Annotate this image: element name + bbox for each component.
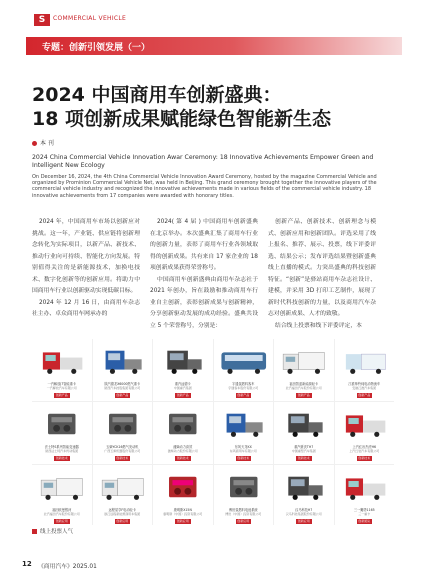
- award-image: [97, 343, 149, 379]
- award-image: [218, 406, 270, 442]
- award-name: 玉柴YCK16燃气发动机: [106, 445, 139, 449]
- award-tag: 创新产品: [176, 393, 189, 397]
- paragraph: 创新产品、创新技术、创新理念与模式、创新应用和创新团队。评选采用了线上报名、推荐、展示、投票，线下评委评选、结果公示；发布评选结果暨创新盛典线上直播的模式。力突出盛典的科技创新特征。“创新”是驿站商用车杂志社设计、建模，并采用 3D 打印工艺制作，展现了新时代科技创新的力量，以及商用汽车杂志对创新成果、人才的致敬。: [268, 219, 376, 317]
- award-image: [339, 469, 391, 505]
- award-company: 博世（中国）投资有限公司: [225, 512, 262, 516]
- award-name: 福田智蓝新能源轻卡: [289, 382, 319, 386]
- paragraph: 2024 年，中国商用车市场以创新应对挑战。这一年，产业链、供应链将创新理念转化为实际项目，以新产品、新技术、推动行业向可持续、智能化方向发展。特别值得关注的是新能源技术，加换电技术、数字化创新等的创新应用。将助力中国商用车行业以创新驱动实现低碳目标。: [32, 219, 140, 294]
- paragraph: 2024( 第 4 届 ) 中国商用车创新盛典在北京举办。本次盛典汇集了商用车行业的创新力量，表彰了商用车行业各领域取得的创新成果。共有来自 17 家企业的 18 项创新成果获得荣誉称号。: [150, 219, 258, 271]
- award-tag: 创新团队: [358, 519, 371, 523]
- article-title-line2: 18 项创新成果赋能绿色智能新生态: [32, 108, 332, 130]
- body-column-3: [268, 217, 376, 332]
- award-image: [97, 406, 149, 442]
- award-image: [157, 343, 209, 379]
- article-title-line1: 2024 中国商用车创新盛典：: [32, 84, 282, 106]
- paragraph: 结合线上投票和线下评委评定，本: [274, 322, 362, 329]
- award-tag: 创新产品: [358, 393, 371, 397]
- award-company: 康明斯（中国）投资有限公司: [163, 512, 203, 516]
- award-image: [339, 343, 391, 379]
- award-card: [153, 402, 213, 464]
- magazine-logo: S: [34, 14, 50, 26]
- award-company: 中国重汽集团: [173, 386, 192, 390]
- award-company: 一汽解放汽车有限公司: [46, 386, 77, 390]
- award-card: [153, 339, 213, 401]
- award-name: 重汽豪沃TH7: [294, 445, 314, 449]
- page-number: 12: [22, 560, 32, 568]
- award-company: 安徽江淮汽车集团: [352, 386, 377, 390]
- award-company: 广西玉柴机器股份有限公司: [104, 449, 141, 453]
- body-column-2: [150, 217, 258, 332]
- author: 本 刊: [40, 140, 54, 147]
- paragraph: 中国商用车创新盛典由商用车杂志社于 2021 年创办，旨在鼓励和推动商用车行业自主创新，表彰创新成果与创新精神，分享创新驱动发展的成功经验。盛典共设立 5 个荣誉称号，分别是：: [150, 276, 258, 329]
- award-tag: 创新应用: [297, 519, 310, 523]
- award-tag: 创新应用: [237, 519, 250, 523]
- award-name: 东风天龙KX: [234, 445, 252, 449]
- award-name: 陕汽德龙X6000燃气重卡: [104, 382, 141, 386]
- award-card: [32, 465, 92, 527]
- award-tag: 创新技术: [237, 456, 250, 460]
- caption-marker-icon: [32, 529, 37, 534]
- award-card: [274, 339, 334, 401]
- footer-magazine: 《商用汽车》2025.01: [38, 564, 97, 570]
- award-tag: 创新产品: [55, 393, 68, 397]
- award-card: [214, 402, 274, 464]
- body-column-1: [32, 217, 140, 321]
- award-card: [32, 339, 92, 401]
- award-tag: 创新产品: [297, 393, 310, 397]
- english-abstract: On December 16, 2024, the 4th China Commercial Vehicle Innovation Award Ceremony, hosted by the magazine Commercial Vehicle and organized by Prominion Commercial Vehicle Net, was held in Beijing. This grand ceremony brought together the innovative players of the commercial vehicle industry and recognized the innovative achievements made in various fields of the commercial vehicle industry. 18 innovative achievements from 17 companies were awarded with honorary titles.: [32, 174, 377, 199]
- award-company: 宇通客车股份有限公司: [228, 386, 259, 390]
- award-card: [93, 402, 153, 464]
- award-company: 北汽福田汽车股份有限公司: [285, 386, 322, 390]
- award-company: 陕西汽车控股集团有限公司: [104, 386, 141, 390]
- award-image: [218, 469, 270, 505]
- award-card: [214, 339, 274, 401]
- paragraph: 2024 年 12 月 16 日，由商用车杂志社主办、卓众商用车网承办的: [32, 299, 140, 317]
- award-tag: 创新应用: [55, 519, 68, 523]
- award-tag: 创新技术: [55, 456, 68, 460]
- award-image: [278, 469, 330, 505]
- award-name: 博世氢燃料电池系统: [228, 508, 258, 512]
- award-card: [274, 465, 334, 527]
- award-name: 上汽红岩杰虎H6: [352, 445, 377, 449]
- award-tag: 创新应用: [116, 519, 129, 523]
- award-company: 上汽红岩汽车有限公司: [349, 449, 380, 453]
- award-image: [218, 343, 270, 379]
- english-title: 2024 China Commercial Vehicle Innovation Awar Ceremony: 18 Innovative Achievements Empower Green and Intelligent New Ecology: [32, 154, 374, 169]
- award-company: 汉马科技集团股份有限公司: [285, 512, 322, 516]
- award-card: [93, 465, 153, 527]
- award-tag: 创新技术: [176, 456, 189, 460]
- award-name: 康明斯X15N: [173, 508, 192, 512]
- topic-label: 专题：创新引领发展（一）: [42, 43, 151, 53]
- award-name: 一汽解放J7智能重卡: [47, 382, 76, 386]
- award-tag: 创新应用: [176, 519, 189, 523]
- award-tag: 创新技术: [358, 456, 371, 460]
- award-tag: 创新产品: [237, 393, 250, 397]
- award-company: 陕西法士特汽车传动集团: [45, 449, 79, 453]
- award-image: [278, 406, 330, 442]
- award-company: 东风商用车有限公司: [229, 449, 257, 453]
- award-grid: [32, 339, 394, 525]
- award-name: 汉马科技H7: [295, 508, 313, 512]
- award-card: [214, 465, 274, 527]
- award-name: 重汽汕德卡: [174, 382, 191, 386]
- award-tag: 创新产品: [116, 393, 129, 397]
- award-card: [153, 465, 213, 527]
- award-card: [335, 339, 395, 401]
- award-image: [339, 406, 391, 442]
- award-image: [278, 343, 330, 379]
- award-image: [36, 469, 88, 505]
- award-image: [157, 406, 209, 442]
- award-company: 浙江远程新能源商用车集团: [104, 512, 141, 516]
- award-card: [274, 402, 334, 464]
- award-name: 远程星享F电动轻卡: [108, 508, 136, 512]
- award-image: [36, 406, 88, 442]
- award-name: 三一魔塔1165: [353, 508, 375, 512]
- award-card: [93, 339, 153, 401]
- award-image: [157, 469, 209, 505]
- award-name: 潍柴动力高效: [173, 445, 193, 449]
- author-marker-icon: [32, 141, 37, 146]
- award-card: [335, 465, 395, 527]
- award-name: 宇通氢燃料客车: [232, 382, 255, 386]
- award-name: 福田欧曼银河: [52, 508, 72, 512]
- award-image: [36, 343, 88, 379]
- award-company: 北汽福田汽车股份有限公司: [43, 512, 80, 516]
- award-card: [32, 402, 92, 464]
- award-company: 三一重卡: [358, 512, 371, 516]
- award-card: [335, 402, 395, 464]
- grid-caption: 线上投票人气: [40, 529, 74, 535]
- award-tag: 创新技术: [297, 456, 310, 460]
- magazine-name: COMMERCIAL VEHICLE: [53, 15, 127, 22]
- award-name: 江淮帅铃纯电动物流车: [348, 382, 381, 386]
- award-name: 法士特S系列智能变速器: [44, 445, 79, 449]
- award-company: 中国重型汽车集团: [291, 449, 316, 453]
- award-tag: 创新技术: [116, 456, 129, 460]
- award-company: 潍柴动力股份有限公司: [167, 449, 198, 453]
- award-image: [97, 469, 149, 505]
